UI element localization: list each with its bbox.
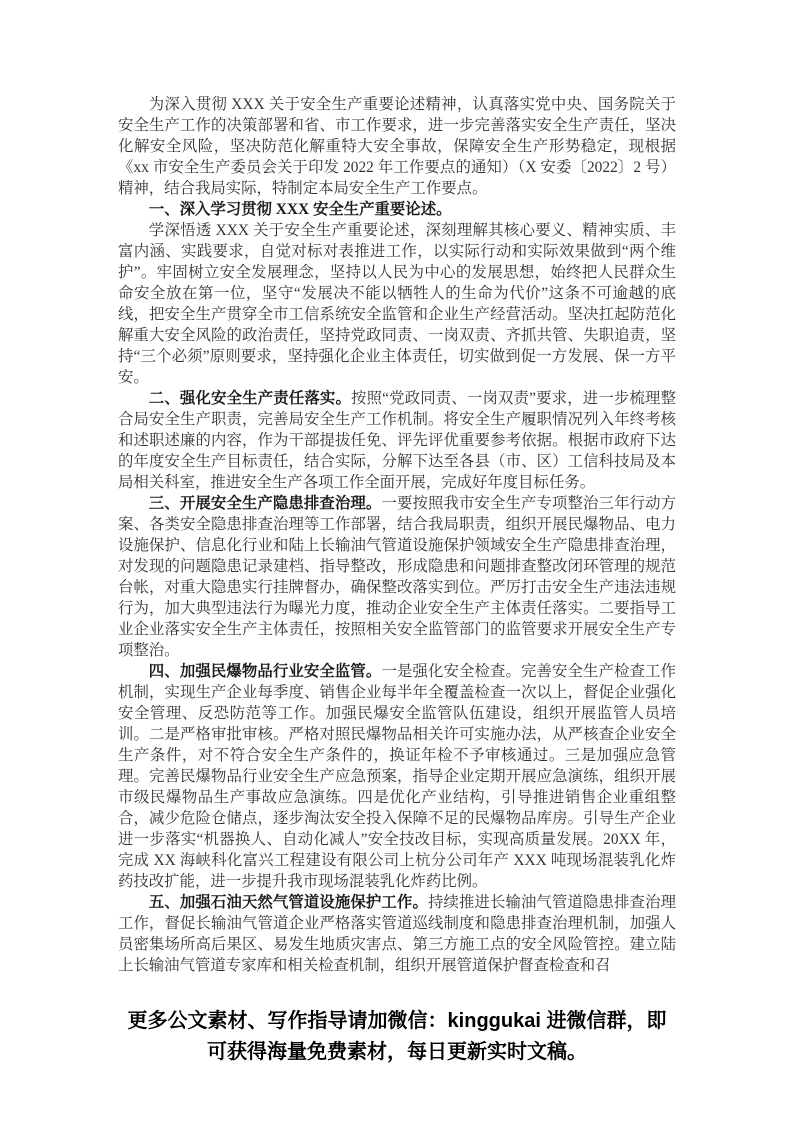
paragraph: 学深悟透 XXX 关于安全生产重要论述，深刻理解其核心要义、精神实质、丰富内涵、实践要求，自觉对标对表推进工作，以实际行动和实际效果做到“两个维护”。牢固树立安全发展理念，坚持以人民为中心的发展思想，始终把人民群众生命安全放在第一位，坚守“发展决不能以牺牲人的生命为代价”这条不可逾越的底线，把安全生产贯穿全市工信系统安全监管和企业生产经营活动。坚决扛起防范化解重大安全风险的政治责任，坚持党政同责、一岗双责、齐抓共管、失职追责，坚持“三个必须”原则要求，坚持强化企业主体责任，切实做到促一方发展、保一方平安。 [118,222,676,386]
paragraph: 二、强化安全生产责任落实。按照“党政同责、一岗双责”要求，进一步梳理整合局安全生产职责，完善局安全生产工作机制。将安全生产履职情况列入年终考核和述职述廉的内容，作为干部提拔任免、评先评优重要参考依据。根据市政府下达的年度安全生产目标责任，结合实际，分解下达至各县（市、区）工信科技局及本局相关科室，推进安全生产各项工作全面开展，完成好年度目标任务。 [118,390,676,491]
promo-footer-text: 更多公文素材、写作指导请加微信：kinggukai 进微信群，即可获得海量免费素材，每日更新实时文稿。 [127,1010,667,1063]
paragraph: 三、开展安全生产隐患排查治理。一要按照我市安全生产专项整治三年行动方案、各类安全隐患排查治理等工作部署，结合我局职责，组织开展民爆物品、电力设施保护、信息化行业和陆上长输油气管道设施保护领域安全生产隐患排查治理，对发现的问题隐患记录建档、指导整改，形成隐患和问题排查整改闭环管理的规范台帐，对重大隐患实行挂牌督办，确保整改落实到位。严厉打击安全生产违法违规行为，加大典型违法行为曝光力度，推动企业安全生产主体责任落实。二要指导工业企业落实安全生产主体责任，按照相关安全监管部门的监管要求开展安全生产专项整治。 [118,495,676,659]
paragraph-lead: 二、强化安全生产责任落实。 [148,390,352,407]
paragraph-lead: 一、深入学习贯彻 XXX 安全生产重要论述。 [148,201,452,218]
paragraph: 四、加强民爆物品行业安全监管。一是强化安全检查。完善安全生产检查工作机制，实现生产企业每季度、销售企业每半年全覆盖检查一次以上，督促企业强化安全管理、反恐防范等工作。加强民爆安全监管队伍建设，组织开展监管人员培训。二是严格审批审核。严格对照民爆物品相关许可实施办法，从严核查企业安全生产条件，对不符合安全生产条件的，换证年检不予审核通过。三是加强应急管理。完善民爆物品行业安全生产应急预案，指导企业定期开展应急演练，组织开展市级民爆物品生产事故应急演练。四是优化产业结构，引导推进销售企业重组整合，减少危险仓储点，逐步淘汰安全投入保障不足的民爆物品库房。引导生产企业进一步落实“机器换人、自动化减人”安全技改目标，实现高质量发展。20XX 年，完成 XX 海峡科化富兴工程建设有限公司上杭分公司年产 XXX 吨现场混装乳化炸药技改扩能，进一步提升我市现场混装乳化炸药比例。 [118,663,676,890]
paragraph-lead: 五、加强石油天然气管道设施保护工作。 [148,894,428,911]
paragraph-lead: 三、开展安全生产隐患排查治理。 [148,495,382,512]
paragraph-lead: 四、加强民爆物品行业安全监管。 [148,663,382,680]
document-body [118,94,676,976]
paragraph: 五、加强石油天然气管道设施保护工作。持续推进长输油气管道隐患排查治理工作，督促长输油气管道企业严格落实管道巡线制度和隐患排查治理机制，加强人员密集场所高后果区、易发生地质灾害点、第三方施工点的安全风险管控。建立陆上长输油气管道专家库和相关检查机制，组织开展管道保护督查检查和召 [118,894,676,974]
section-heading [118,199,676,220]
paragraph: 为深入贯彻 XXX 关于安全生产重要论述精神，认真落实党中央、国务院关于安全生产工作的决策部署和省、市工作要求，进一步完善落实安全生产责任，坚决化解安全风险，坚决防范化解重特大安全事故，保障安全生产形势稳定，现根据《xx 市安全生产委员会关于印发 2022 年工作要点的通知）（X 安委〔2022〕2 号）精神，结合我局实际，特制定本局安全生产工作要点。 [118,96,676,197]
